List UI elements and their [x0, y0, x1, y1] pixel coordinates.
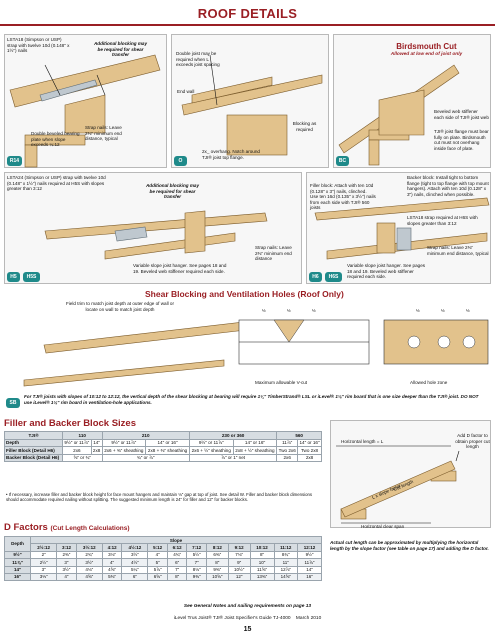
d-clear-span: Horizontal clear span [361, 524, 405, 529]
d-slope-header: 3:12 [57, 544, 76, 551]
d-depth-label: Depth [5, 537, 31, 552]
d-value-cell: 2½" [31, 559, 57, 566]
d-value-cell: 11⅝" [250, 566, 274, 573]
bc-subtitle: Allowed at low end of joist only [390, 52, 463, 57]
d-value-cell: 4⅛" [76, 566, 102, 573]
sb-third-4: ⅓ [416, 308, 420, 313]
filler-corner: TJI® [5, 432, 63, 440]
depth-label: Depth [5, 439, 63, 447]
detail-o-panel [171, 34, 329, 168]
sb-note: For TJI® joists with slopes of 10:12 to 12:12, the vertical depth of the shear blocking at bearing will require 1¼" TimberStrand® LSL or iLevel® 1⅛" rim board that is one size deeper than the TJI® joist. DO NOT use iLevel® 1⅛" rim board in ventilation-hole applications. [24, 394, 479, 405]
d-value-cell: 13⅜" [250, 573, 274, 580]
d-value-cell: 10½" [228, 566, 250, 573]
footer-general-notes: See General Notes and nailing requirements on page 13 [183, 604, 312, 609]
detail-h6-panel [306, 172, 491, 284]
d-value-cell: 4" [102, 559, 121, 566]
h6-filler-block: Filler block: Attach with ten 10d (0.128" x 3") nails, clinched. Use ten 16d (0.135" x 3½") nails from each side with TJI® 560 joists [310, 183, 376, 210]
d-slope-header: 10:12 [250, 544, 274, 551]
d-value-cell: 3½" [57, 566, 76, 573]
d-cut-length: Cut length [392, 478, 414, 493]
d-diagram-note: Actual cut length can be approximated by multiplying the horizontal length by the slope factor (see table on page 17) and adding the D factor. [330, 540, 489, 551]
d-value-cell: 4⅝" [76, 573, 102, 580]
sb-third-5: ⅓ [441, 308, 445, 313]
bc-title: Birdsmouth Cut [396, 42, 457, 51]
d-value-cell: 4⅝" [102, 566, 121, 573]
d-table-row [5, 573, 322, 580]
filler-cell: 2x8 + ⅜" sheathing [146, 447, 190, 455]
d-row-depth: 14" [5, 566, 31, 573]
d-value-cell: 8¾" [274, 551, 297, 558]
filler-cell: 2x6 + ½" sheathing [189, 447, 233, 455]
sb-max-vcut: Maximum allowable V-cut [255, 380, 308, 385]
series-110: 110 [62, 432, 102, 440]
tag-h5s: H5S [23, 272, 40, 282]
filler-table-title: Filler and Backer Block Sizes [4, 418, 137, 429]
d-value-cell: 8" [250, 551, 274, 558]
d-add-d: Add D factor to obtain proper cut length [455, 433, 490, 449]
tag-bc: BC [336, 156, 349, 166]
footer-guide [0, 616, 495, 622]
r14-blocking-note: Additional blocking may be required for shear transfer [93, 41, 148, 57]
d-value-cell: 3" [31, 566, 57, 573]
d-factor-table [4, 536, 322, 581]
d-row-depth: 11⅞" [5, 559, 31, 566]
sb-title: Shear Blocking and Ventilation Holes (Roof Only) [145, 289, 344, 299]
d-value-cell: 5⅞" [148, 566, 167, 573]
depth-cell: 9½" or 11⅞" [102, 439, 146, 447]
tag-sb: SB [6, 398, 20, 408]
d-value-cell: 2¾" [76, 551, 102, 558]
series-230-360: 230 or 360 [189, 432, 276, 440]
filler-label: Filler Block (Detail H6) [5, 447, 63, 455]
tag-o: O [174, 156, 187, 166]
d-value-cell: 7" [187, 559, 206, 566]
r14-strap-label: LSTA18 (Simpson or USP) strap with twelve 10d (0.148" x 1½") nails [7, 37, 70, 53]
d-value-cell: 3½" [76, 559, 102, 566]
d-value-cell: 8" [167, 573, 186, 580]
tag-h6s: H6S [325, 272, 342, 282]
d-table-row [5, 559, 322, 566]
filler-cell: 2x8 + ½" sheathing [233, 447, 277, 455]
d-slope-header: 3½:12 [76, 544, 102, 551]
d-value-cell: 9½" [297, 551, 321, 558]
d-value-cell: 6" [167, 559, 186, 566]
filler-footnote: • If necessary, increase filler and backer block height for face mount hangers and maintain ⅛" gap at top of joist. See detail W. Filler and backer block dimensions should accommodate required nailing without splitting. The suggested minimum length is 24" for filler and 12" for backer blocks. [6, 492, 313, 503]
backer-label: Backer Block (Detail H6) [5, 454, 63, 462]
d-table-row [5, 551, 322, 558]
d-row-depth: 16" [5, 573, 31, 580]
header-rule [0, 24, 495, 26]
footer-date: March 2010 [295, 616, 322, 621]
o-blocking: Blocking as required [292, 121, 317, 132]
d-value-cell: 10⅝" [206, 573, 228, 580]
filler-cell: 2x8 [92, 447, 101, 453]
d-value-cell: 2" [31, 551, 57, 558]
d-value-cell: 11" [274, 559, 297, 566]
d-slope-label: Slope [31, 537, 322, 544]
sb-third-2: ⅓ [287, 308, 291, 313]
filler-cell: Two 2x6 [278, 447, 296, 453]
backer-cell: ⅝" or ¾" [62, 454, 102, 462]
r14-strap-nails: Strap nails: Leave 2⅜" minimum end distance, typical [85, 125, 122, 141]
d-slope-header: 4:12 [102, 544, 121, 551]
d-value-cell: 9⅜" [206, 566, 228, 573]
h5-variable-hanger: Variable slope joist hanger. See pages 18 and 19. Beveled web stiffener required each side. [133, 263, 227, 274]
d-value-cell: 10" [250, 559, 274, 566]
depth-cell: 9½" or 11⅞" [189, 439, 233, 447]
d-slope-factor: L x slope factor [371, 482, 402, 501]
d-value-cell: 6⅜" [206, 551, 228, 558]
series-560: 560 [277, 432, 322, 440]
o-overhang: 2x_ overhang. Notch around TJI® joist top flange. [202, 149, 260, 160]
d-value-cell: 2⅜" [57, 551, 76, 558]
backer-cell: 2x8 [298, 454, 322, 462]
h6-lsta18-note: LSTA18 strap required at H6S with slopes greater than 3:12 [407, 215, 478, 226]
sb-hole-zone: Allowed hole zone [410, 380, 448, 385]
d-value-cell: 11⅞" [297, 559, 321, 566]
d-value-cell: 4¾" [167, 551, 186, 558]
h5-strap-label: LSTA24 (Simpson or USP) strap with twelve 10d (0.148" x 1½") nails required at H5S with slopes greater than 3:12 [7, 175, 106, 191]
filler-table [4, 431, 322, 462]
d-diagram [330, 420, 491, 528]
d-table-title-text: D Factors [4, 522, 48, 533]
sb-third-1: ⅓ [262, 308, 266, 313]
tag-r14: R14 [7, 156, 22, 166]
series-210: 210 [102, 432, 189, 440]
backer-cell: ⅞" or 1" net [189, 454, 276, 462]
d-value-cell: 8⅛" [187, 566, 206, 573]
backer-cell: 2x6 [277, 454, 298, 462]
detail-r14-panel [4, 34, 167, 168]
d-value-cell: 3⅛" [102, 551, 121, 558]
d-table-subtitle: (Cut Length Calculations) [50, 525, 130, 532]
footer-guide-text: iLevel Trus Joist® TJI® Joist Specifier's Guide TJ-4000 [173, 616, 291, 621]
d-slope-header: 6:12 [167, 544, 186, 551]
sb-third-3: ⅓ [312, 308, 316, 313]
sb-illustration [4, 300, 495, 405]
sb-field-trim: Field trim to match joist depth at outer edge of wall or locate on wall to match joist depth [65, 301, 174, 312]
d-value-cell: 9⅜" [187, 573, 206, 580]
bc-flange-note: TJI® joist flange must bear fully on plate. Birdsmouth cut must not overhang inside face of plate. [434, 129, 489, 151]
depth-cell: 14" or 16" [299, 440, 320, 445]
d-value-cell: 4" [57, 573, 76, 580]
o-double-joist: Double joist may be required when L exceeds joist spacing [176, 51, 220, 67]
d-value-cell: 3⅓" [31, 573, 57, 580]
d-row-depth: 9½" [5, 551, 31, 558]
d-value-cell: 3½" [122, 551, 148, 558]
d-value-cell: 6⅝" [148, 573, 167, 580]
tag-h6: H6 [309, 272, 322, 282]
page-title: ROOF DETAILS [197, 6, 298, 21]
d-value-cell: 16" [297, 573, 321, 580]
d-slope-row [5, 544, 322, 551]
d-value-cell: 4½" [122, 559, 148, 566]
d-value-cell: 5½" [187, 551, 206, 558]
sb-third-6: ⅓ [466, 308, 470, 313]
d-value-cell: 7" [167, 566, 186, 573]
d-value-cell: 6" [122, 573, 148, 580]
depth-cell: 14" [93, 440, 100, 445]
o-end-wall: End wall [177, 89, 195, 94]
h5-strap-nails: Strap nails: Leave 2⅜" minimum end distance [255, 245, 292, 261]
h6-strap-nails: Strap nails: Leave 2⅜" minimum end distance, typical [427, 245, 489, 256]
d-value-cell: 3" [57, 559, 76, 566]
d-slope-header: 12:12 [297, 544, 321, 551]
depth-cell: 14" or 16" [233, 439, 277, 447]
backer-cell: ¾" or ⅞" [102, 454, 189, 462]
tag-h5: H5 [7, 272, 20, 282]
d-slope-header: 2½:12 [31, 544, 57, 551]
h6-backer-block: Backer block: Install tight to bottom flange (tight to top flange with top mount hangers). Attach with ten 10d (0.128" x 3") nails, clinched when possible. [407, 175, 489, 197]
d-slope-header: 9:12 [228, 544, 250, 551]
d-value-cell: 8" [206, 559, 228, 566]
depth-cell: 11⅞" [277, 439, 298, 447]
d-value-cell: 12⅞" [274, 566, 297, 573]
h5-blocking-note: Additional blocking may be required for shear transfer [145, 183, 200, 199]
d-slope-header: 5:12 [148, 544, 167, 551]
d-slope-header: 7:12 [187, 544, 206, 551]
filler-cell: Two 2x8 [298, 447, 322, 455]
d-value-cell: 9" [228, 559, 250, 566]
d-value-cell: 5¼" [122, 566, 148, 573]
filler-cell: 2x6 + ⅜" sheathing [102, 447, 146, 455]
d-table-row [5, 566, 322, 573]
detail-h5-panel [4, 172, 302, 284]
r14-double-beveled: Double beveled bearing plate when slope exceeds ¼:12 [31, 131, 80, 147]
filler-cell: 2x6 [62, 447, 91, 455]
d-slope-header: 8:12 [206, 544, 228, 551]
d-value-cell: 14" [297, 566, 321, 573]
d-slope-header: 4½:12 [122, 544, 148, 551]
h6-variable-hanger: Variable slope joist hanger. See pages 18 and 19. Beveled web stiffener required each side. [347, 263, 426, 279]
footer-page-number: 15 [243, 626, 252, 633]
d-table-title [4, 522, 130, 533]
d-value-cell: 12" [228, 573, 250, 580]
header-bar [0, 0, 495, 30]
d-value-cell: 7⅛" [228, 551, 250, 558]
d-horizontal-length: Horizontal length = L [341, 439, 384, 444]
d-slope-header: 11:12 [274, 544, 297, 551]
d-value-cell: 14⅝" [274, 573, 297, 580]
depth-cell: 14" or 16" [146, 439, 190, 447]
d-value-cell: 5" [148, 559, 167, 566]
d-value-cell: 4" [148, 551, 167, 558]
d-value-cell: 5⅜" [102, 573, 121, 580]
detail-bc-panel [333, 34, 491, 168]
depth-cell: 9½" or 11⅞" [64, 440, 90, 445]
bc-web-stiffener: Beveled web stiffener each side of TJI® joist web [434, 109, 489, 120]
